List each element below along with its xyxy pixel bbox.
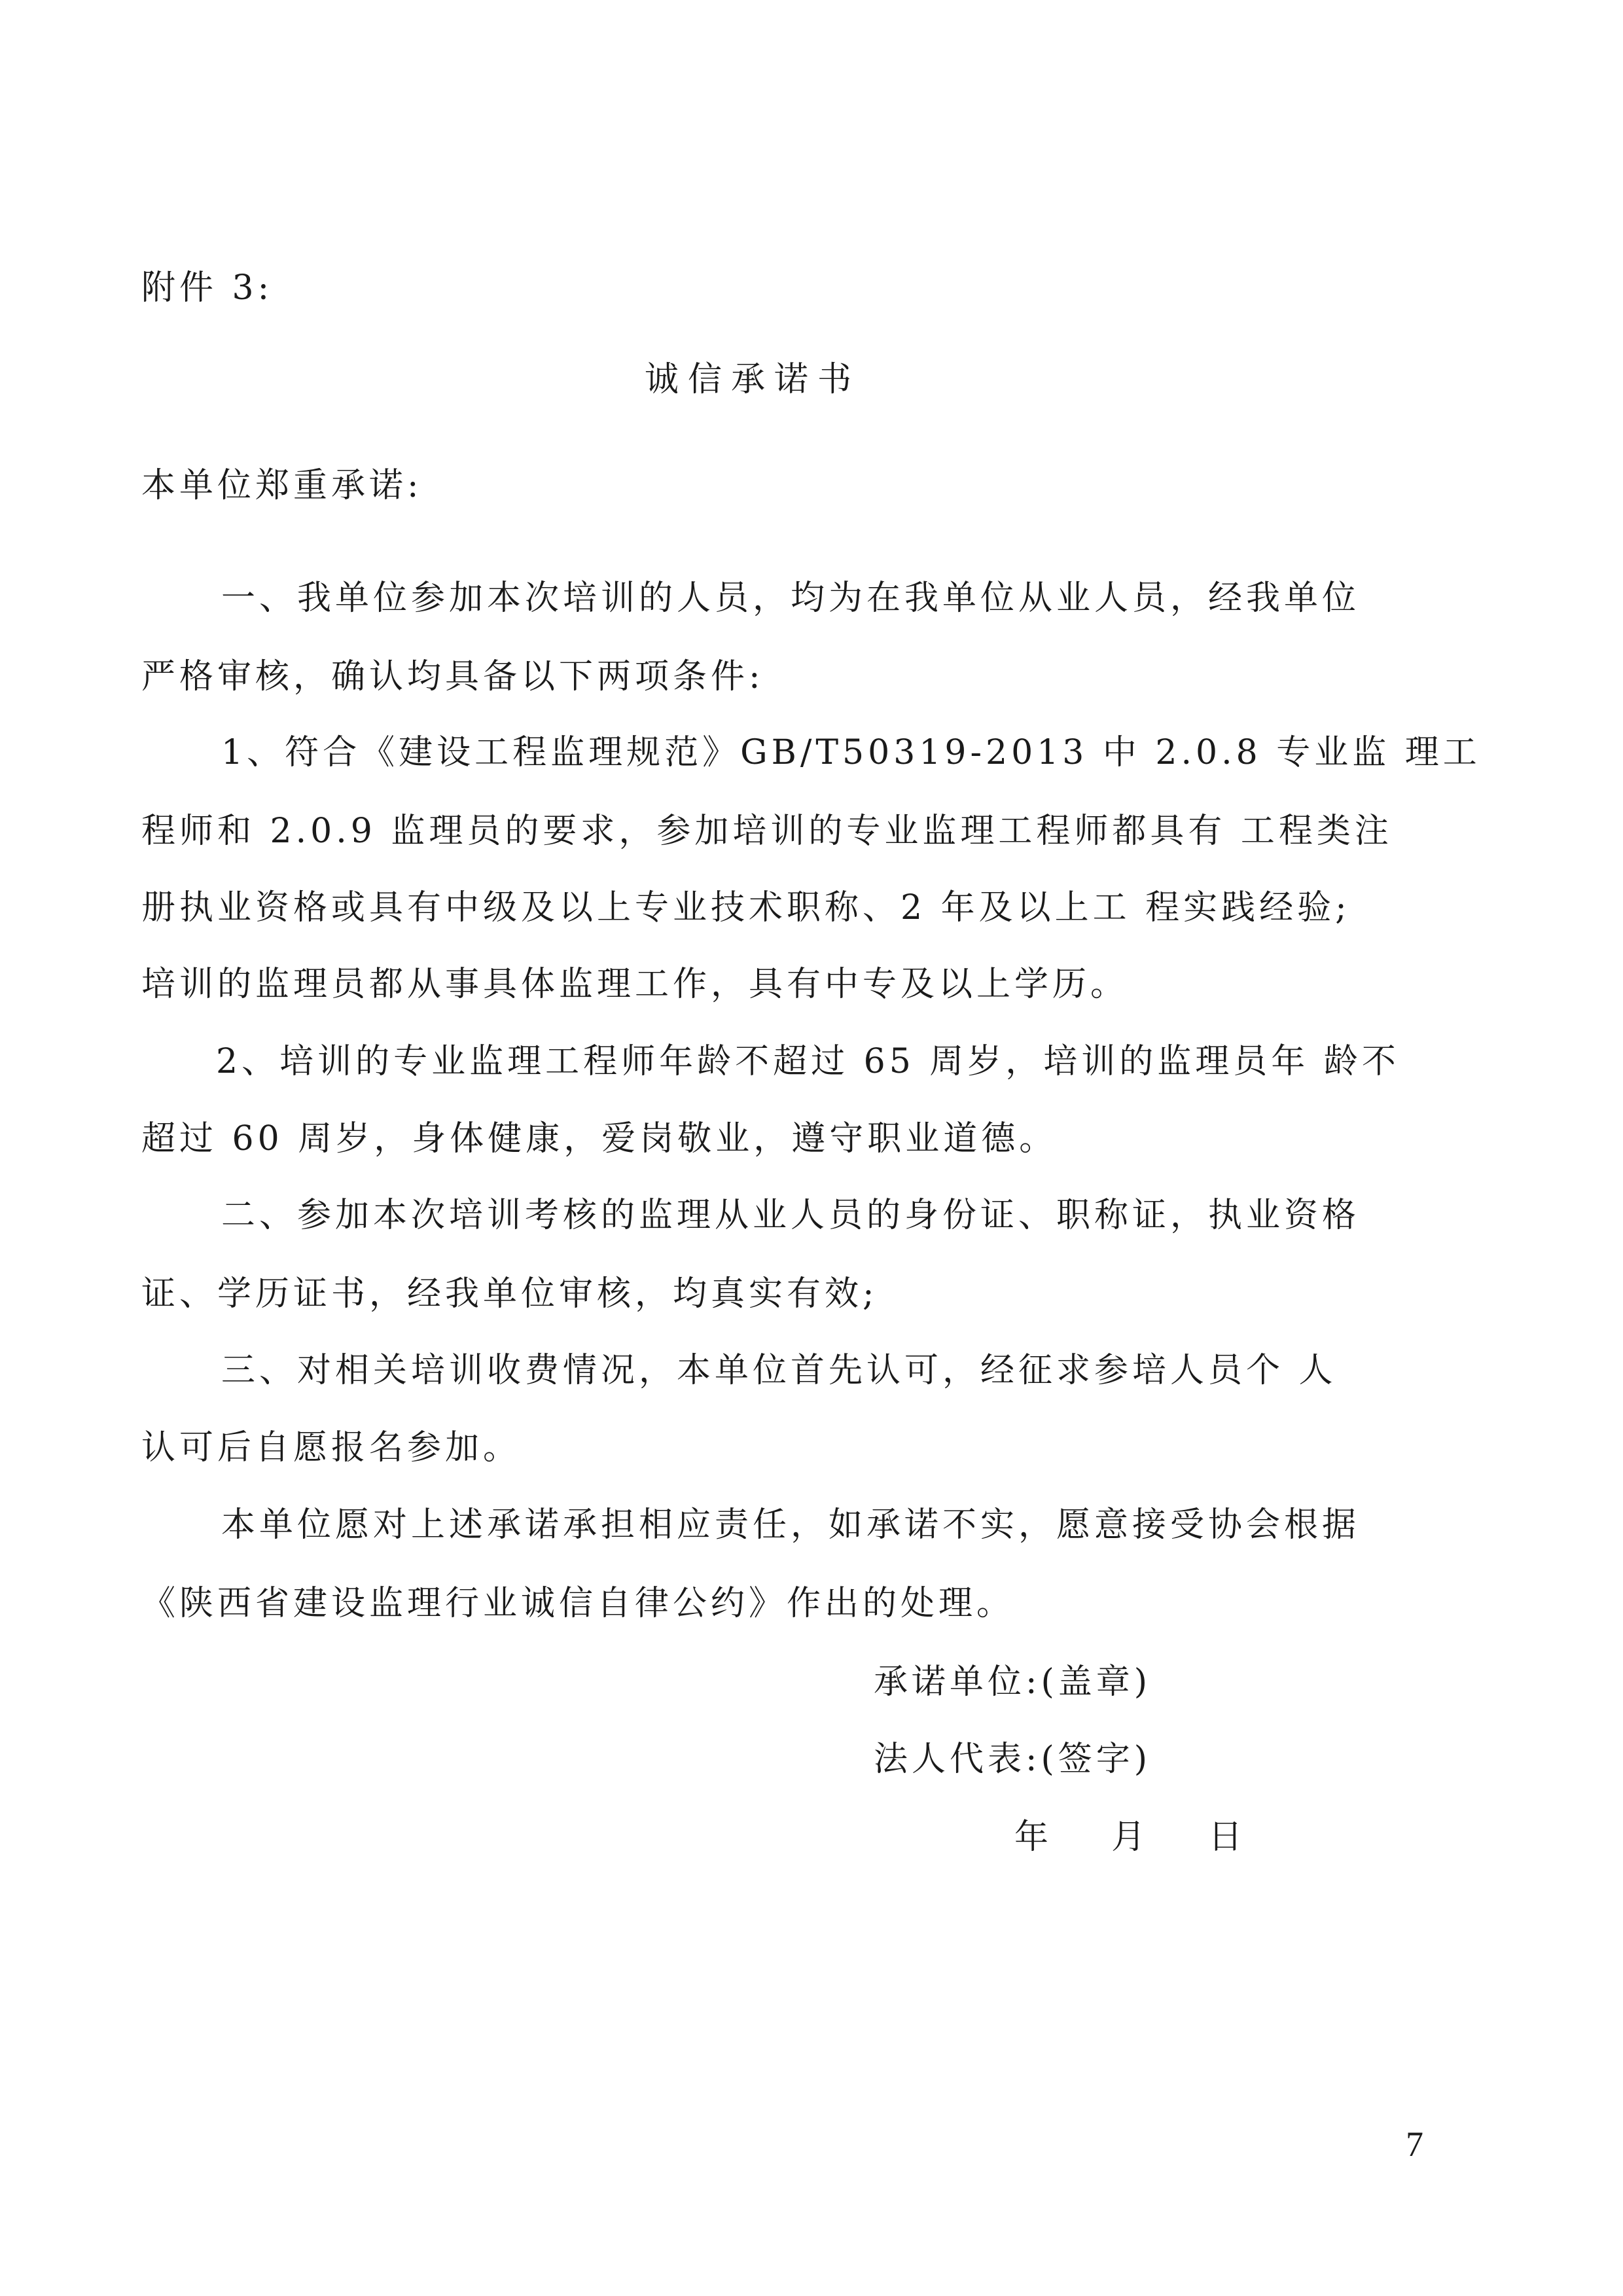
body-line: 证、学历证书，经我单位审核，均真实有效; xyxy=(141,1274,878,1314)
body-line: 培训的监理员都从事具体监理工作，具有中专及以上学历。 xyxy=(141,965,1129,1004)
signature-legal-rep: 法人代表:(签字) xyxy=(874,1740,1152,1779)
signature-unit: 承诺单位:(盖章) xyxy=(874,1662,1152,1702)
signature-date: 年 月 日 xyxy=(1014,1818,1247,1857)
body-line: 二、参加本次培训考核的监理从业人员的身份证、职称证，执业资格 xyxy=(221,1196,1361,1235)
body-line: 超过 60 周岁，身体健康，爱岗敬业，遵守职业道德。 xyxy=(141,1119,1058,1158)
body-line: 本单位愿对上述承诺承担相应责任，如承诺不实，愿意接受协会根据 xyxy=(221,1505,1361,1545)
salutation: 本单位郑重承诺: xyxy=(141,466,423,505)
body-line: 认可后自愿报名参加。 xyxy=(141,1428,522,1467)
page-number: 7 xyxy=(1406,2125,1423,2164)
body-line: 程师和 2.0.9 监理员的要求，参加培训的专业监理工程师都具有 工程类注 xyxy=(141,812,1393,851)
body-line: 册执业资格或具有中级及以上专业技术职称、2 年及以上工 程实践经验; xyxy=(141,888,1351,927)
body-line: 三、对相关培训收费情况，本单位首先认可，经征求参培人员个 人 xyxy=(221,1351,1337,1390)
body-line: 严格审核，确认均具备以下两项条件: xyxy=(141,657,764,696)
body-line: 1、符合《建设工程监理规范》GB/T50319-2013 中 2.0.8 专业监 理工 xyxy=(221,733,1481,772)
body-line: 2、培训的专业监理工程师年龄不超过 65 周岁，培训的监理员年 龄不 xyxy=(216,1042,1400,1081)
document-title: 诚信承诺书 xyxy=(645,360,861,399)
body-line: 《陕西省建设监理行业诚信自律公约》作出的处理。 xyxy=(141,1584,1015,1623)
attachment-label: 附件 3: xyxy=(141,268,274,308)
body-line: 一、我单位参加本次培训的人员，均为在我单位从业人员，经我单位 xyxy=(221,579,1361,618)
